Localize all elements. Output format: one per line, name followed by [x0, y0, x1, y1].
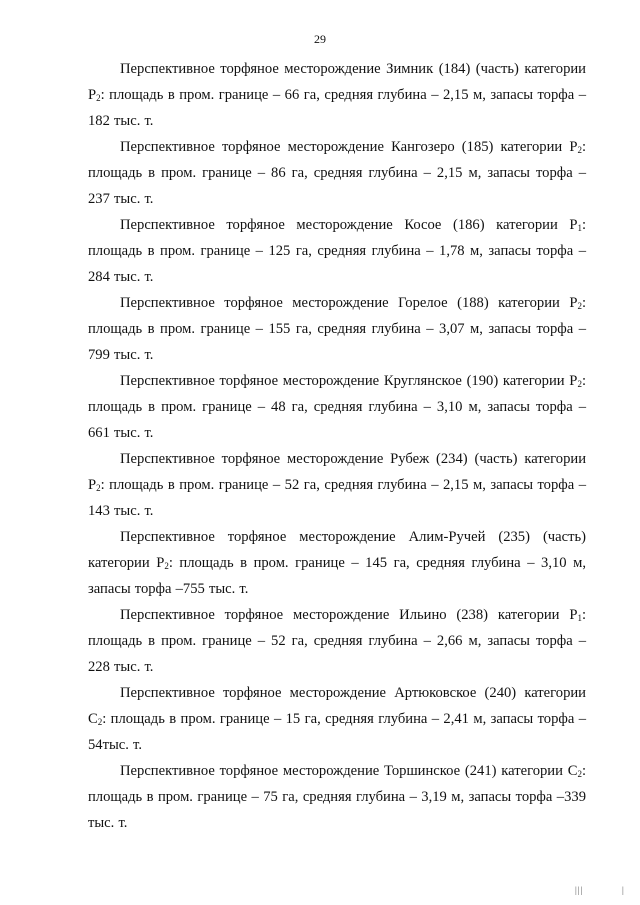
paragraph-lead: Перспективное торфяное месторождение Артюковское (240) категории С: [88, 685, 586, 727]
paragraph-tail: : площадь в пром. границе – 66 га, средняя глубина – 2,15 м, запасы торфа –182 тыс. т.: [88, 87, 586, 129]
category-subscript: 1: [577, 613, 582, 623]
category-subscript: 2: [164, 561, 169, 571]
paragraph-deposit-240: [88, 680, 586, 758]
paragraph-lead: Перспективное торфяное месторождение Косое (186) категории Р: [120, 217, 578, 233]
paragraph-lead: Перспективное торфяное месторождение Торшинское (241) категории С: [120, 763, 578, 779]
paragraph-lead: Перспективное торфяное месторождение Зимник (184) (часть) категории Р: [88, 61, 586, 103]
paragraph-tail: : площадь в пром. границе – 52 га, средняя глубина – 2,66 м, запасы торфа – 228 тыс. т.: [88, 607, 586, 675]
page-number: 29: [314, 32, 326, 46]
paragraph-deposit-234: [88, 446, 586, 524]
paragraph-deposit-185: [88, 134, 586, 212]
paragraph-lead: Перспективное торфяное месторождение Ильино (238) категории Р: [120, 607, 578, 623]
paragraph-tail: : площадь в пром. границе – 145 га, средняя глубина – 3,10 м, запасы торфа –755 тыс. т.: [88, 555, 586, 597]
paragraph-deposit-241: [88, 758, 586, 836]
paragraph-deposit-188: [88, 290, 586, 368]
footer-scan-mark-left: |||: [575, 885, 584, 895]
paragraph-tail: : площадь в пром. границе – 125 га, средняя глубина – 1,78 м, запасы торфа – 284 тыс. т.: [88, 217, 586, 285]
paragraph-tail: : площадь в пром. границе – 75 га, средняя глубина – 3,19 м, запасы торфа –339 тыс. т.: [88, 763, 586, 831]
paragraph-tail: : площадь в пром. границе – 48 га, средняя глубина – 3,10 м, запасы торфа – 661 тыс. т.: [88, 373, 586, 441]
paragraph-lead: Перспективное торфяное месторождение Алим-Ручей (235) (часть) категории Р: [88, 529, 586, 571]
category-subscript: 2: [577, 301, 582, 311]
category-subscript: 2: [577, 145, 582, 155]
paragraph-deposit-238: [88, 602, 586, 680]
category-subscript: 2: [577, 379, 582, 389]
category-subscript: 1: [577, 223, 582, 233]
category-subscript: 2: [96, 483, 101, 493]
paragraph-tail: : площадь в пром. границе – 52 га, средняя глубина – 2,15 м, запасы торфа – 143 тыс. т.: [88, 477, 586, 519]
footer-scan-mark-right: |: [622, 885, 625, 895]
paragraph-tail: : площадь в пром. границе – 155 га, средняя глубина – 3,07 м, запасы торфа – 799 тыс. т.: [88, 295, 586, 363]
category-subscript: 2: [577, 769, 582, 779]
paragraph-lead: Перспективное торфяное месторождение Горелое (188) категории Р: [120, 295, 578, 311]
paragraph-tail: : площадь в пром. границе – 86 га, средняя глубина – 2,15 м, запасы торфа – 237 тыс. т.: [88, 139, 586, 207]
paragraph-deposit-235: [88, 524, 586, 602]
category-subscript: 2: [96, 93, 101, 103]
paragraph-lead: Перспективное торфяное месторождение Круглянское (190) категории Р: [120, 373, 578, 389]
paragraph-tail: : площадь в пром. границе – 15 га, средняя глубина – 2,41 м, запасы торфа –54тыс. т.: [88, 711, 586, 753]
paragraph-lead: Перспективное торфяное месторождение Рубеж (234) (часть) категории Р: [88, 451, 586, 493]
paragraph-deposit-186: [88, 212, 586, 290]
category-subscript: 2: [97, 717, 103, 727]
document-body: [88, 56, 586, 836]
paragraph-deposit-184: [88, 56, 586, 134]
paragraph-deposit-190: [88, 368, 586, 446]
paragraph-lead: Перспективное торфяное месторождение Кангозеро (185) категории Р: [120, 139, 578, 155]
